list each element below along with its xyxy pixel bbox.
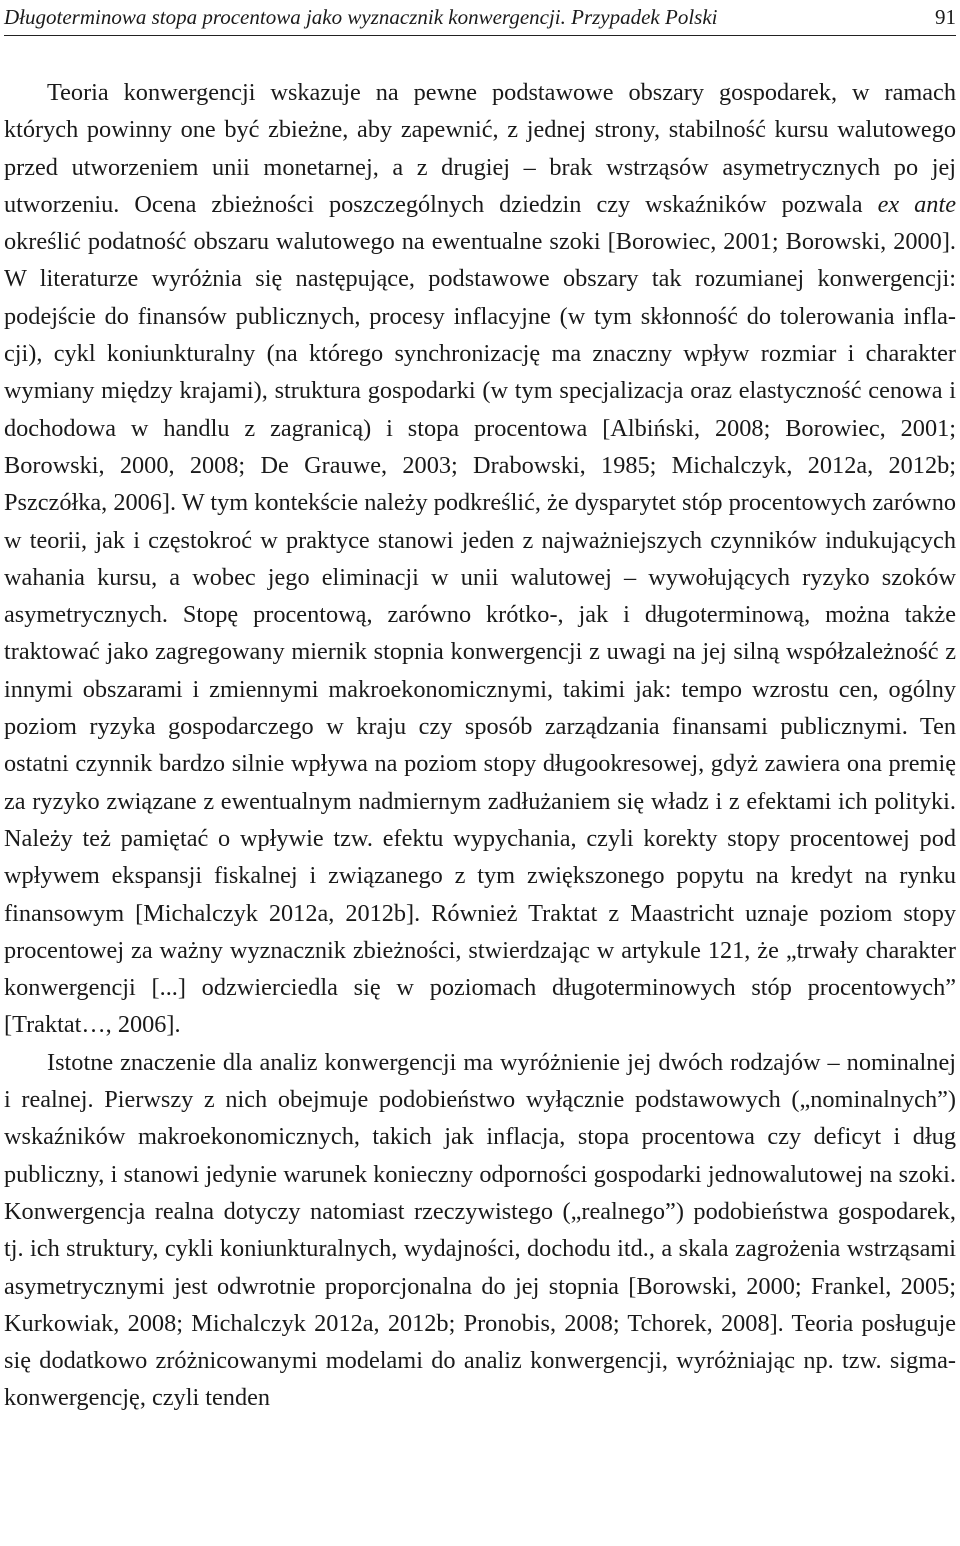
paragraph-text: określić podatność obszaru walutowego na ewentualne szoki [Borowiec, 2001; Borowski, 2000]. W literaturze wyróżnia się następujące, podstawowe obszary tak rozumianej konwergencji: podejście do finansów publicznych, procesy inflacyjne (w tym skłonność do tolerowania inflacji), cykl koniunkturalny (na którego synchronizację ma znaczny wpływ rozmiar i charakter wymiany między krajami), struktura gospodarki (w tym specjalizacja oraz elastyczność cenowa i dochodowa w handlu z zagranicą) i stopa procentowa [Albiński, 2008; Borowiec, 2001; Borowski, 2000, 2008; De Grauwe, 2003; Drabowski, 1985; Michalczyk, 2012a, 2012b; Pszczółka, 2006]. W tym kontekście należy podkreślić, że dysparytet stóp procentowych zarówno w teorii, jak i częstokroć w praktyce stanowi jeden z najważniejszych czynników indukujących wahania kursu, a wobec jego eliminacji w unii walutowej – wywołujących ryzyko szoków asymetrycznych. Stopę procentową, zarówno krótko-, jak i długoterminową, można także traktować jako zagregowany miernik stopnia konwergencji z uwagi na jej silną współzależność z innymi obszarami i zmiennymi makroekonomicznymi, takimi jak: tempo wzrostu cen, ogólny poziom ryzyka gospodarczego w kraju czy sposób zarządzania finansami publicznymi. Ten ostatni czynnik bardzo silnie wpływa na poziom stopy długookresowej, gdyż zawiera ona premię za ryzyko związane z ewentualnym nadmiernym zadłużaniem się władz i z efektami ich polityki. Należy też pamiętać o wpływie tzw. efektu wypychania, czyli korekty stopy procentowej pod wpływem ekspansji fiskalnej i związanego z tym zwiększonego popytu na kredyt na rynku finansowym [Michalczyk 2012a, 2012b]. Również Traktat z Maastricht uznaje poziom stopy procentowej za ważny wyznacznik zbieżności, stwierdzając w artykule 121, że „trwały charakter konwergencji [...] odzwierciedla się w poziomach długoterminowych stóp procentowych” [Traktat…, 2006].: [4, 228, 956, 1039]
paragraph-text: Teoria konwergencji wskazuje na pewne podstawowe obszary gospodarek, w ramach których powinny one być zbieżne, aby zapewnić, z jednej strony, stabilność kursu walutowego przed utworzeniem unii monetarnej, a z drugiej – brak wstrząsów asymetrycznych po jej utworzeniu. Ocena zbieżności poszczególnych dziedzin czy wskaźników pozwala: [4, 79, 956, 218]
paragraph: [4, 1044, 956, 1417]
running-header-title: Długoterminowa stopa procentowa jako wyznacznik konwergencji. Przypadek Polski: [4, 5, 718, 29]
paragraph-text: Istotne znaczenie dla analiz konwergencji ma wyróżnienie jej dwóch rodzajów – nominalnej i realnej. Pierwszy z nich obejmuje podobieństwo wyłącznie podstawowych („nominalnych”) wskaźników makroekonomicznych, takich jak inflacja, stopa procentowa czy deficyt i dług publiczny, i stanowi jedynie warunek konieczny odporności gospodarki jednowalutowej na szoki. Konwergencja realna dotyczy natomiast rzeczywistego („realnego”) podobieństwa gospodarek, tj. ich struktury, cykli koniunkturalnych, wydajności, dochodu itd., a skala zagrożenia wstrząsami asymetrycznymi jest odwrotnie proporcjonalna do jej stopnia [Borowski, 2000; Frankel, 2005; Kurkowiak, 2008; Michalczyk 2012a, 2012b; Pronobis, 2008; Tchorek, 2008]. Teoria posługuje się dodatkowo zróżnicowanymi modelami do analiz konwergencji, wyróżniając np. tzw. sigma-konwergencję, czyli tenden: [4, 1048, 956, 1412]
page-number: 91: [935, 5, 956, 29]
italic-term: ex ante: [877, 190, 956, 218]
paragraph: [4, 74, 956, 1044]
running-header: [4, 3, 956, 36]
body-text: [4, 74, 956, 1417]
